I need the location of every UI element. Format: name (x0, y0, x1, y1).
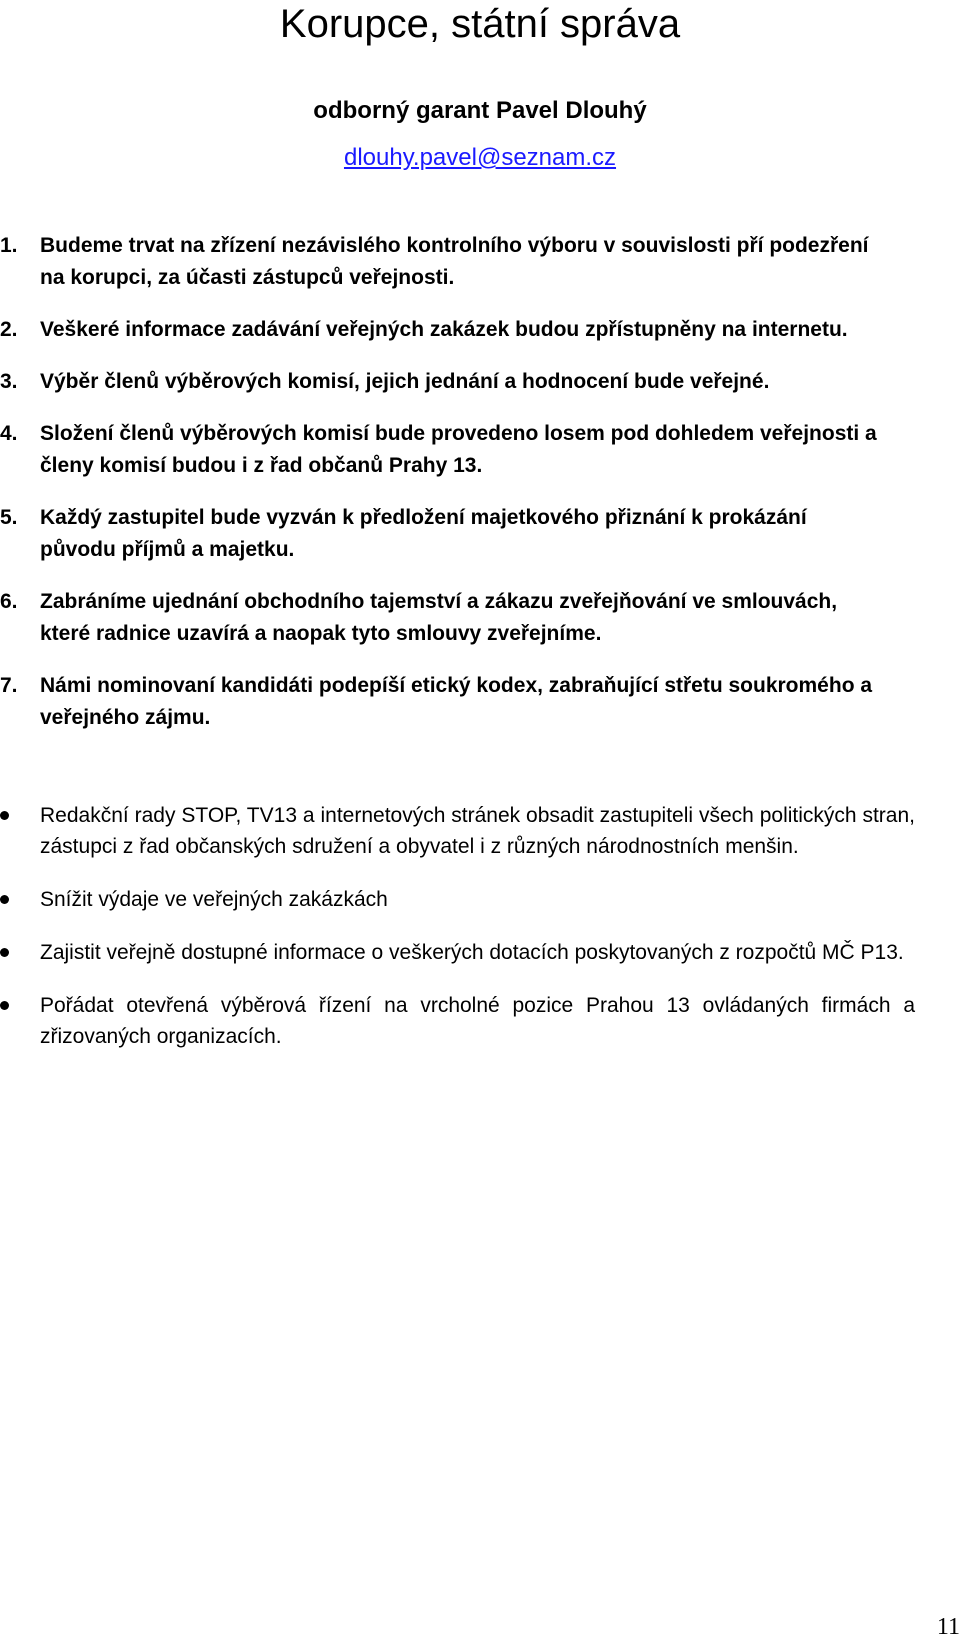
bullet-icon (0, 948, 9, 957)
bullet-text: Pořádat otevřená výběrová řízení na vrcholné pozice Prahou 13 ovládaných firmách a zřizovaných organizacích. (40, 994, 915, 1048)
list-item (0, 230, 880, 294)
list-item (0, 586, 880, 650)
bullet-text: Snížit výdaje ve veřejných zakázkách (40, 888, 388, 911)
page-title: Korupce, státní správa (279, 2, 681, 46)
bullet-text: Zajistit veřejně dostupné informace o veškerých dotacích poskytovaných z rozpočtů MČ P13. (40, 941, 904, 964)
bullet-text: Redakční rady STOP, TV13 a internetových stránek obsadit zastupiteli všech politických stran, zástupci z řad občanských sdružení a obyvatel i z různých národnostních menšin. (40, 804, 915, 858)
bullet-item (0, 884, 915, 915)
list-item (0, 366, 880, 398)
item-number: 2. (0, 318, 18, 341)
list-item (0, 418, 880, 482)
page-number: 11 (936, 1614, 960, 1640)
bullet-icon (0, 811, 9, 820)
guarantor-line: odborný garant Pavel Dlouhý (313, 97, 647, 124)
bullet-list (0, 800, 960, 1074)
item-number: 3. (0, 370, 18, 393)
item-number: 4. (0, 422, 18, 445)
email-line (0, 143, 960, 173)
item-text: Budeme trvat na zřízení nezávislého kontrolního výboru v souvislosti pří podezření na korupci, za účasti zástupců veřejnosti. (40, 234, 869, 289)
bullet-icon (0, 1001, 9, 1010)
item-text: Veškeré informace zadávání veřejných zakázek budou zpřístupněny na internetu. (40, 318, 848, 341)
item-number: 5. (0, 506, 18, 529)
bullet-item (0, 800, 915, 862)
item-text: Složení členů výběrových komisí bude provedeno losem pod dohledem veřejnosti a členy komisí budou i z řad občanů Prahy 13. (40, 422, 877, 477)
bullet-icon (0, 895, 9, 904)
item-text: Zabráníme ujednání obchodního tajemství a zákazu zveřejňování ve smlouvách, které radnice uzavírá a naopak tyto smlouvy zveřejníme. (40, 590, 838, 645)
email-link[interactable]: dlouhy.pavel@seznam.cz (343, 144, 617, 171)
list-item (0, 502, 880, 566)
list-item (0, 670, 880, 734)
bullet-item (0, 937, 915, 968)
item-text: Námi nominovaní kandidáti podepíší etický kodex, zabraňující střetu soukromého a veřejného zájmu. (40, 674, 873, 729)
item-number: 1. (0, 234, 18, 257)
item-number: 7. (0, 674, 18, 697)
item-number: 6. (0, 590, 18, 613)
bullet-item (0, 990, 915, 1052)
item-text: Každý zastupitel bude vyzván k předložení majetkového přiznání k prokázání původu příjmů a majetku. (40, 506, 807, 561)
numbered-list (0, 230, 960, 754)
list-item (0, 314, 880, 346)
item-text: Výběr členů výběrových komisí, jejich jednání a hodnocení bude veřejné. (40, 370, 770, 393)
